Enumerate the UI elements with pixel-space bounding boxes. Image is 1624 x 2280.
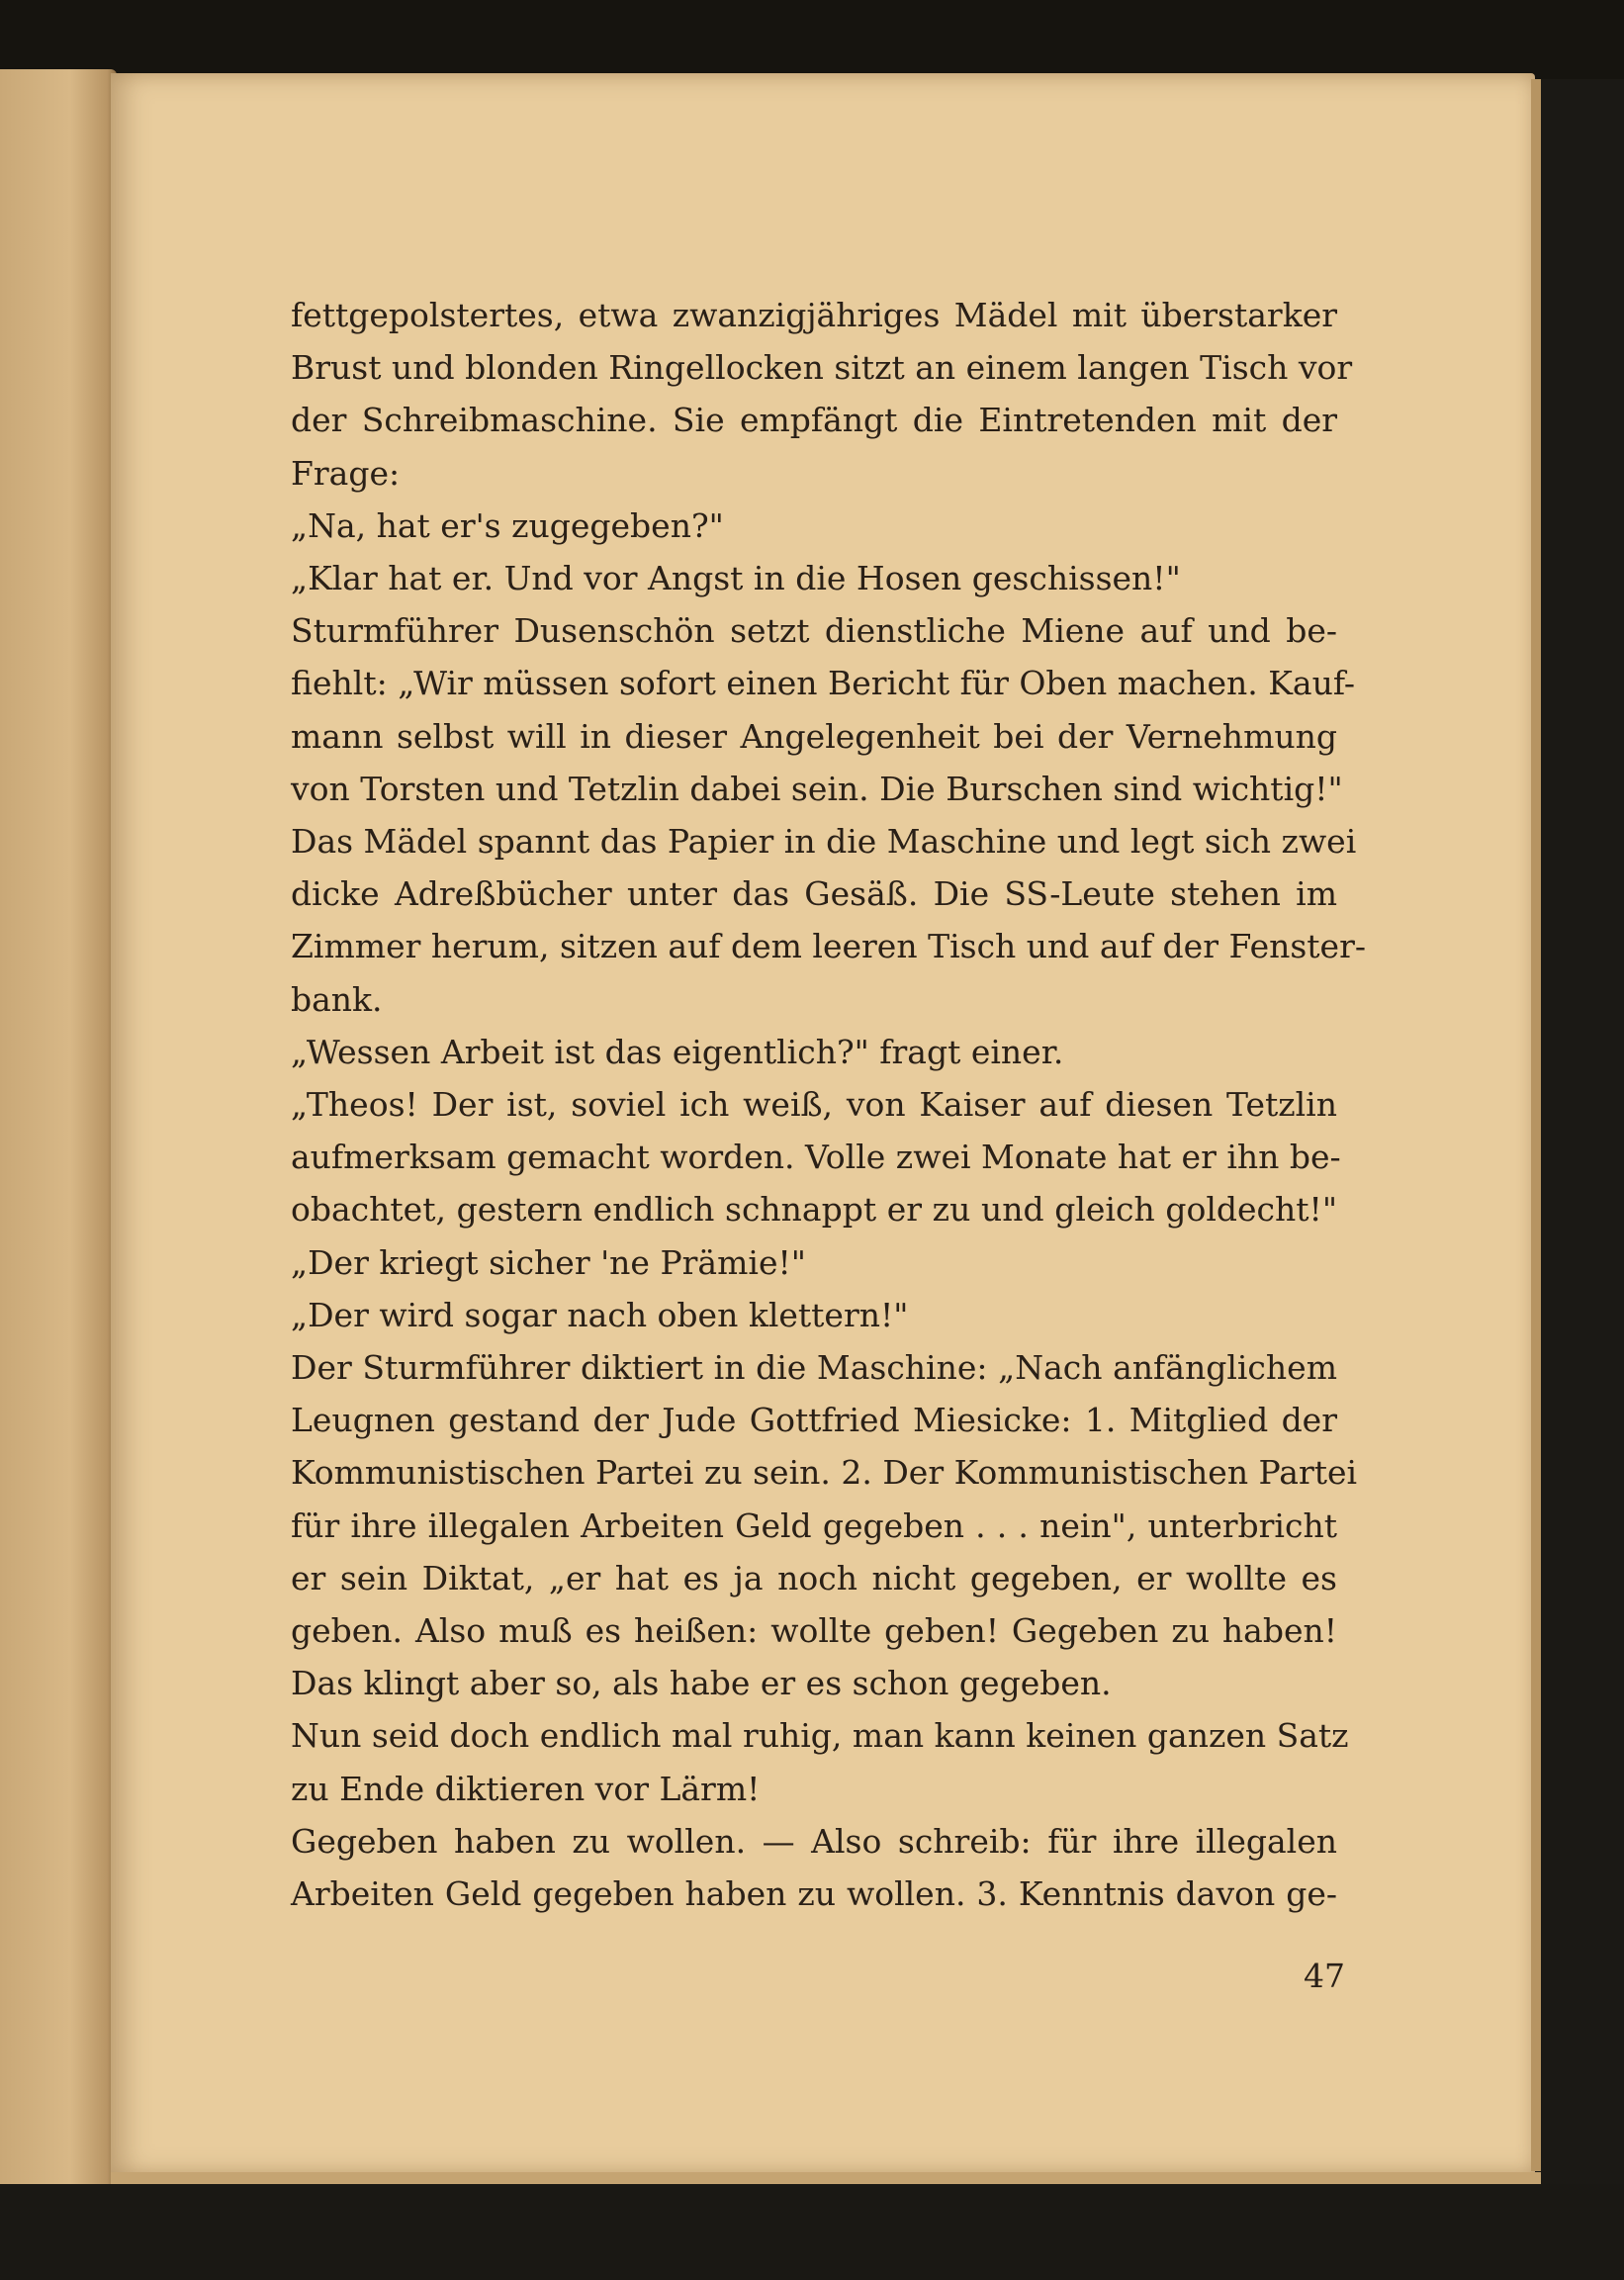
- text-line: Arbeiten Geld gegeben haben zu wollen. 3. Kenntnis davon ge-: [291, 1874, 1337, 1914]
- left-page-edge: [0, 69, 117, 2186]
- text-line: Gegeben haben zu wollen. — Also schreib: für ihre illegalen: [291, 1821, 1337, 1861]
- text-line: fettgepolstertes, etwa zwanzigjähriges Mädel mit überstarker: [291, 296, 1337, 334]
- text-line: Brust und blonden Ringellocken sitzt an einem langen Tisch vor: [291, 348, 1353, 388]
- text-line: von Torsten und Tetzlin dabei sein. Die Burschen sind wichtig!": [291, 769, 1343, 808]
- scanner-background-top: [0, 0, 1624, 79]
- text-line: Der Sturmführer diktiert in die Maschine: „Nach anfänglichem: [291, 1348, 1337, 1388]
- text-line: aufmerksam gemacht worden. Volle zwei Monate hat er ihn be-: [291, 1138, 1341, 1177]
- text-line: „Klar hat er. Und vor Angst in die Hosen geschissen!": [291, 559, 1181, 598]
- text-line: Kommunistischen Partei zu sein. 2. Der Kommunistischen Partei: [291, 1453, 1358, 1493]
- text-line: Sturmführer Dusenschön setzt dienstliche Miene auf und be-: [291, 611, 1337, 651]
- text-line: dicke Adreßbücher unter das Gesäß. Die SS-Leute stehen im: [291, 874, 1337, 914]
- text-line: für ihre illegalen Arbeiten Geld gegeben . . . nein", unterbricht: [291, 1505, 1337, 1545]
- text-line: Das klingt aber so, als habe er es schon gegeben.: [291, 1664, 1112, 1703]
- text-line: fiehlt: „Wir müssen sofort einen Bericht für Oben machen. Kauf-: [291, 664, 1356, 703]
- text-line: „Na, hat er's zugegeben?": [291, 505, 724, 545]
- text-line: „Wessen Arbeit ist das eigentlich?" fragt einer.: [291, 1032, 1064, 1071]
- body-text: [291, 289, 1367, 1920]
- text-line: Leugnen gestand der Jude Gottfried Miesicke: 1. Mitglied der: [291, 1401, 1337, 1440]
- text-line: geben. Also muß es heißen: wollte geben! Gegeben zu haben!: [291, 1611, 1337, 1651]
- page-bottom-edge: [111, 2172, 1541, 2184]
- text-line: „Der wird sogar nach oben klettern!": [291, 1295, 909, 1334]
- page-right-edge: [1531, 79, 1541, 2171]
- text-line: Frage:: [291, 453, 401, 493]
- text-line: Das Mädel spannt das Papier in die Maschine und legt sich zwei: [291, 822, 1357, 862]
- text-line: „Theos! Der ist, soviel ich weiß, von Kaiser auf diesen Tetzlin: [291, 1085, 1337, 1125]
- text-line: er sein Diktat, „er hat es ja noch nicht gegeben, er wollte es: [291, 1558, 1337, 1597]
- text-line: der Schreibmaschine. Sie empfängt die Eintretenden mit der: [291, 401, 1337, 440]
- scanner-background-bottom: [0, 2184, 1624, 2280]
- text-line: mann selbst will in dieser Angelegenheit bei der Vernehmung: [291, 716, 1337, 756]
- text-line: bank.: [291, 979, 383, 1019]
- text-line: „Der kriegt sicher 'ne Prämie!": [291, 1242, 806, 1282]
- text-line: Nun seid doch endlich mal ruhig, man kann keinen ganzen Satz: [291, 1716, 1349, 1756]
- text-line: obachtet, gestern endlich schnappt er zu und gleich goldecht!": [291, 1190, 1337, 1230]
- text-line: zu Ende diktieren vor Lärm!: [291, 1769, 761, 1808]
- text-line: Zimmer herum, sitzen auf dem leeren Tisch und auf der Fenster-: [291, 927, 1367, 966]
- page-number: 47: [1304, 1957, 1345, 1995]
